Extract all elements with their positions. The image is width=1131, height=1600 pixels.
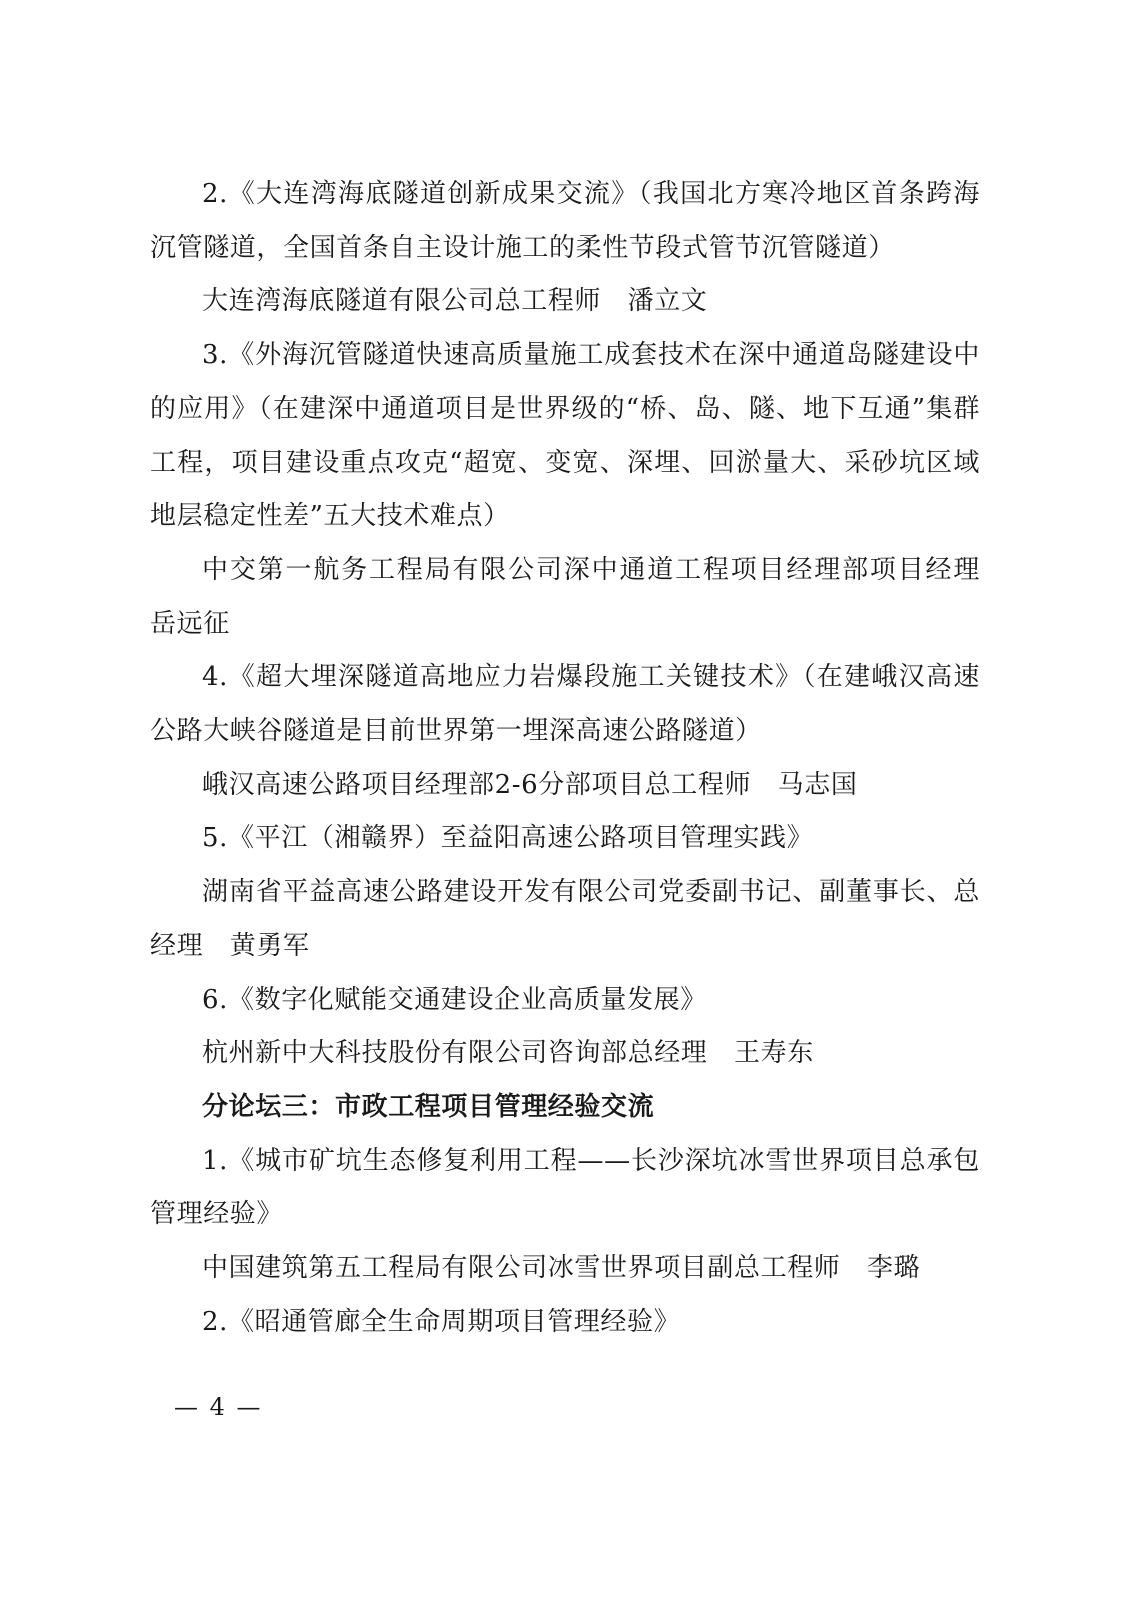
paragraph-talk-5-speaker: 湖南省平益高速公路建设开发有限公司党委副书记、副董事长、总经理 黄勇军 [150, 877, 980, 961]
document-body [150, 168, 1007, 1349]
paragraph-forum3-talk-1-title: 1.《城市矿坑生态修复利用工程——长沙深坑冰雪世界项目总承包管理经验》 [150, 1145, 980, 1230]
paragraph-forum3-talk-2-title: 2.《昭通管廊全生命周期项目管理经验》 [202, 1306, 681, 1337]
paragraph-talk-6-speaker: 杭州新中大科技股份有限公司咨询部总经理 王寿东 [202, 1038, 814, 1069]
paragraph-talk-4-title: 4.《超大埋深隧道高地应力岩爆段施工关键技术》（在建峨汉高速公路大峡谷隧道是目前世界第一埋深高速公路隧道） [150, 662, 980, 747]
paragraph-talk-2-speaker: 大连湾海底隧道有限公司总工程师 潘立文 [202, 286, 708, 317]
paragraph-talk-3-speaker: 中交第一航务工程局有限公司深中通道工程项目经理部项目经理 岳远征 [150, 554, 1007, 639]
paragraph-talk-2-title: 2.《大连湾海底隧道创新成果交流》（我国北方寒冷地区首条跨海沉管隧道，全国首条自主设计施工的柔性节段式管节沉管隧道） [150, 179, 980, 263]
section-heading-forum-3: 分论坛三：市政工程项目管理经验交流 [202, 1091, 655, 1122]
paragraph-forum3-talk-1-speaker: 中国建筑第五工程局有限公司冰雪世界项目副总工程师 李璐 [202, 1253, 921, 1284]
paragraph-talk-6-title: 6.《数字化赋能交通建设企业高质量发展》 [202, 984, 707, 1015]
paragraph-talk-4-speaker: 峨汉高速公路项目经理部2-6分部项目总工程师 马志国 [202, 769, 858, 800]
paragraph-talk-5-title: 5.《平江（湘赣界）至益阳高速公路项目管理实践》 [202, 823, 814, 854]
paragraph-talk-3-title: 3.《外海沉管隧道快速高质量施工成套技术在深中通道岛隧建设中的应用》（在建深中通道项目是世界级的“桥、岛、隧、地下互通”集群工程，项目建设重点攻克“超宽、变宽、深埋、回淤量大、采砂坑区域地层稳定性差”五大技术难点） [150, 340, 980, 532]
page-number: — 4 — [174, 1393, 263, 1421]
